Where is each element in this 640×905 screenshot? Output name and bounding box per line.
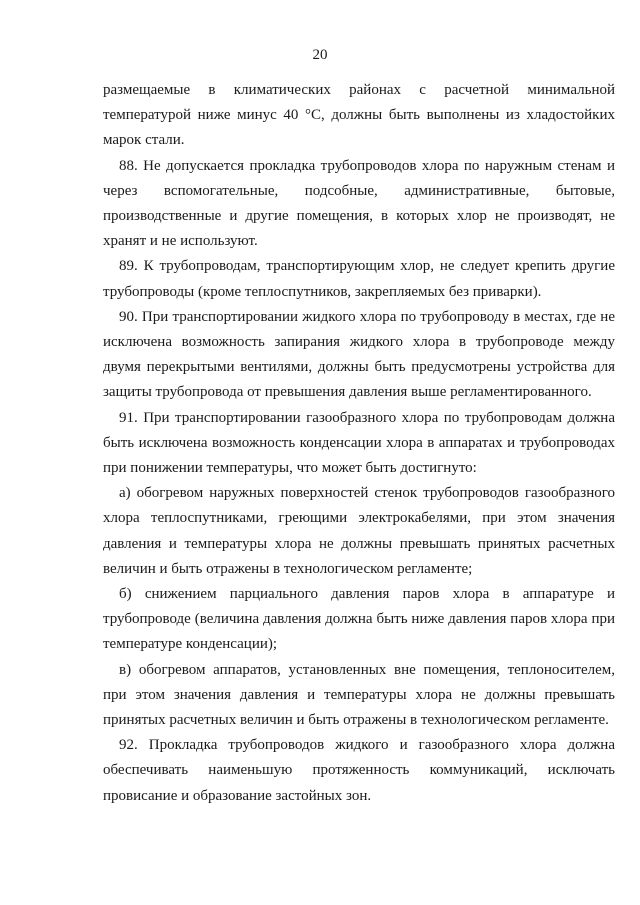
page-number: 20	[312, 47, 328, 63]
paragraph-89: 89. К трубопроводам, транспортирующим хлор, не следует крепить другие трубопроводы (кроме теплоспутников, закрепляемых без приварки).	[103, 258, 615, 300]
paragraph-91-a: а) обогревом наружных поверхностей стенок трубопроводов газообразного хлора теплоспутниками, греющими электрокабелями, при этом значения давления и температуры хлора не должны превышать принятых расчетных величин и быть отражены в технологическом регламенте;	[103, 485, 615, 577]
paragraph-continuation: размещаемые в климатических районах с расчетной минимальной температурой ниже минус 40 °С, должны быть выполнены из хладостойких марок стали.	[103, 82, 615, 149]
paragraph-92: 92. Прокладка трубопроводов жидкого и газообразного хлора должна обеспечивать наименьшую протяженность коммуникаций, исключать провисание и образование застойных зон.	[103, 737, 615, 804]
paragraph-91: 91. При транспортировании газообразного хлора по трубопроводам должна быть исключена возможность конденсации хлора в аппаратах и трубопроводах при понижении температуры, что может быть достигнуто:	[103, 409, 615, 477]
paragraph-91-v: в) обогревом аппаратов, установленных вне помещения, теплоносителем, при этом значения давления и температуры хлора не должны превышать принятых расчетных величин и быть отражены в технологическом регламенте.	[103, 661, 615, 729]
paragraph-88: 88. Не допускается прокладка трубопроводов хлора по наружным стенам и через вспомогательные, подсобные, административные, бытовые, производственные и другие помещения, в которых хлор не производят, не хранят и не используют.	[103, 157, 615, 250]
body-text	[103, 78, 615, 809]
paragraph-91-b: б) снижением парциального давления паров хлора в аппаратуре и трубопроводе (величина давления должна быть ниже давления паров хлора при температуре конденсации);	[103, 586, 615, 653]
paragraph-90: 90. При транспортировании жидкого хлора по трубопроводу в местах, где не исключена возможность запирания жидкого хлора в трубопроводе между двумя перекрытыми вентилями, должны быть предусмотрены устройства для защиты трубопровода от превышения давления выше регламентированного.	[103, 308, 615, 401]
